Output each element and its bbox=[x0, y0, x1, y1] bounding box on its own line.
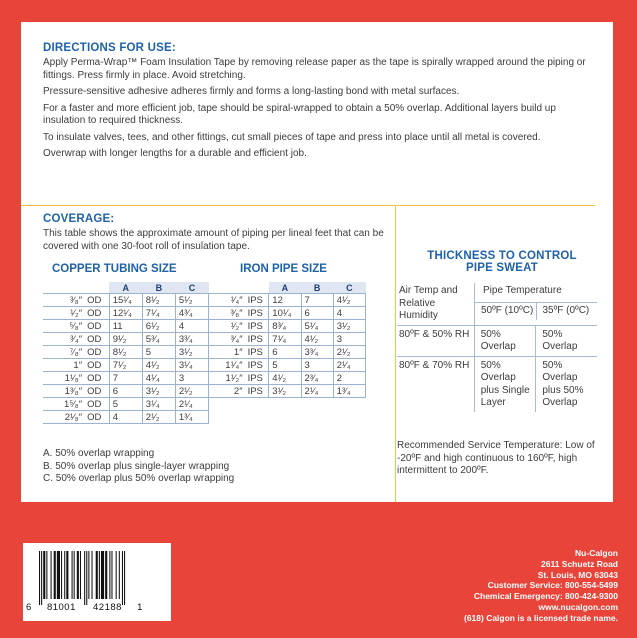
size-cell: 1″ bbox=[209, 346, 245, 359]
unit-cell: OD bbox=[84, 372, 109, 385]
barcode-bar bbox=[124, 551, 125, 605]
value-cell: 3¹⁄₂ bbox=[175, 346, 208, 359]
barcode-bar bbox=[84, 551, 85, 605]
barcode bbox=[23, 543, 171, 621]
barcode-bar bbox=[101, 551, 104, 599]
directions-heading: DIRECTIONS FOR USE: bbox=[43, 42, 176, 54]
size-cell: ³⁄₄″ bbox=[43, 333, 84, 346]
table-row bbox=[43, 398, 209, 411]
value-cell: 3¹⁄₂ bbox=[269, 385, 301, 398]
barcode-group: 42188 bbox=[93, 602, 122, 613]
value-cell: 3 bbox=[333, 333, 365, 346]
value-cell: 10¹⁄₄ bbox=[269, 307, 301, 320]
value-cell: 4³⁄₄ bbox=[175, 307, 208, 320]
value-cell: 7¹⁄₄ bbox=[269, 333, 301, 346]
size-cell: 1¹⁄₂″ bbox=[209, 372, 245, 385]
barcode-group: 81001 bbox=[46, 602, 76, 613]
value-cell: 2³⁄₄ bbox=[301, 372, 333, 385]
pipe-temp-subheaders bbox=[475, 303, 597, 321]
value-cell: 6 bbox=[301, 307, 333, 320]
column-header-blank bbox=[209, 282, 269, 294]
value-cell: 7¹⁄₂ bbox=[109, 359, 142, 372]
iron-table-title: IRON PIPE SIZE bbox=[240, 263, 327, 275]
table-row bbox=[43, 307, 209, 320]
copper-table bbox=[43, 282, 209, 424]
temp-50-header: 50ºF (10ºC) bbox=[481, 304, 534, 316]
column-header: B bbox=[301, 282, 333, 294]
table-row bbox=[43, 359, 209, 372]
barcode-bar bbox=[122, 551, 123, 605]
barcode-bar bbox=[92, 551, 93, 599]
unit-cell: OD bbox=[84, 333, 109, 346]
thickness-title bbox=[413, 250, 591, 274]
thickness-title-line: PIPE SWEAT bbox=[465, 262, 539, 274]
size-cell: ¹⁄₂″ bbox=[209, 320, 245, 333]
value-cell: 1³⁄₄ bbox=[175, 411, 208, 424]
table-row bbox=[43, 411, 209, 424]
barcode-bar bbox=[96, 551, 98, 599]
barcode-bar bbox=[51, 551, 52, 599]
value-cell: 2¹⁄₄ bbox=[175, 398, 208, 411]
barcode-bars bbox=[37, 551, 159, 605]
iron-table bbox=[209, 282, 366, 398]
column-header: C bbox=[175, 282, 208, 294]
unit-cell: OD bbox=[84, 307, 109, 320]
value-cell: 4 bbox=[333, 307, 365, 320]
table-row bbox=[43, 294, 209, 307]
table-row bbox=[209, 346, 366, 359]
table-row bbox=[43, 346, 209, 359]
size-cell: 1¹⁄₈″ bbox=[43, 372, 84, 385]
value-cell: 50% Overlap plus 50% Overlap bbox=[535, 357, 597, 412]
address-line: St. Louis, MO 63043 bbox=[537, 569, 618, 580]
size-cell: 2¹⁄₈″ bbox=[43, 411, 84, 424]
table-row bbox=[209, 372, 366, 385]
value-cell: 2¹⁄₂ bbox=[142, 411, 175, 424]
value-cell: 15¹⁄₄ bbox=[109, 294, 142, 307]
unit-cell: IPS bbox=[245, 346, 269, 359]
table-row bbox=[209, 320, 366, 333]
value-cell: 6¹⁄₂ bbox=[142, 320, 175, 333]
value-cell: 12 bbox=[269, 294, 301, 307]
value-cell: 7 bbox=[109, 372, 142, 385]
barcode-bar bbox=[88, 551, 89, 599]
size-cell: ⁵⁄₈″ bbox=[43, 320, 84, 333]
directions-paragraph: Pressure-sensitive adhesive adheres firmly and forms a long-lasting bond with metal surfaces. bbox=[43, 86, 460, 97]
value-cell: 6 bbox=[269, 346, 301, 359]
barcode-bar bbox=[43, 551, 45, 599]
value-cell: 8¹⁄₂ bbox=[109, 346, 142, 359]
value-cell: 2¹⁄₄ bbox=[301, 385, 333, 398]
unit-cell: IPS bbox=[245, 385, 269, 398]
table-row bbox=[209, 307, 366, 320]
company-address bbox=[464, 548, 618, 624]
table-row bbox=[209, 294, 366, 307]
unit-cell: OD bbox=[84, 320, 109, 333]
thickness-header-row bbox=[397, 283, 597, 326]
barcode-digit-left: 6 bbox=[26, 602, 32, 613]
barcode-bar bbox=[41, 551, 42, 605]
value-cell: 3³⁄₄ bbox=[301, 346, 333, 359]
unit-cell: OD bbox=[84, 294, 109, 307]
value-cell: 2¹⁄₂ bbox=[333, 346, 365, 359]
barcode-bar bbox=[57, 551, 60, 599]
value-cell: 3 bbox=[301, 359, 333, 372]
barcode-bar bbox=[64, 551, 65, 599]
size-cell: ³⁄₄″ bbox=[209, 333, 245, 346]
table-row bbox=[209, 385, 366, 398]
value-cell: 7¹⁄₄ bbox=[142, 307, 175, 320]
condition-cell: 80ºF & 70% RH bbox=[399, 359, 470, 371]
column-header: A bbox=[109, 282, 142, 294]
service-temperature: Recommended Service Temperature: Low of -20ºF and high continuous to 160ºF, high intermittent to 200ºF. bbox=[397, 440, 595, 476]
copper-table-title: COPPER TUBING SIZE bbox=[52, 263, 177, 275]
unit-cell: IPS bbox=[245, 372, 269, 385]
value-cell: 4 bbox=[175, 320, 208, 333]
value-cell: 9¹⁄₂ bbox=[109, 333, 142, 346]
unit-cell: IPS bbox=[245, 333, 269, 346]
value-cell: 5¹⁄₂ bbox=[175, 294, 208, 307]
unit-cell: IPS bbox=[245, 294, 269, 307]
temp-35-header: 35ºF (0ºC) bbox=[536, 303, 598, 321]
value-cell: 3¹⁄₂ bbox=[142, 385, 175, 398]
size-cell: 2″ bbox=[209, 385, 245, 398]
unit-cell: IPS bbox=[245, 359, 269, 372]
barcode-bar bbox=[105, 551, 107, 599]
barcode-digits bbox=[26, 602, 171, 613]
directions-paragraph: To insulate valves, tees, and other fittings, cut small pieces of tape and press into place until all metal is covered. bbox=[43, 131, 541, 143]
table-row bbox=[209, 359, 366, 372]
column-header: C bbox=[333, 282, 365, 294]
size-cell: ⁷⁄₈″ bbox=[43, 346, 84, 359]
value-cell: 2 bbox=[333, 372, 365, 385]
unit-cell: OD bbox=[84, 385, 109, 398]
coverage-text: This table shows the approximate amount of piping per lineal feet that can be covered with one 30-foot roll of insulation tape. bbox=[43, 228, 384, 252]
address-line: Customer Service: 800-554-5499 bbox=[487, 580, 618, 591]
address-line: www.nucalgon.com bbox=[538, 601, 618, 612]
column-header: B bbox=[142, 282, 175, 294]
barcode-bar bbox=[39, 551, 40, 605]
value-cell: 12¹⁄₄ bbox=[109, 307, 142, 320]
value-cell: 4 bbox=[109, 411, 142, 424]
size-cell: ³⁄₈″ bbox=[43, 294, 84, 307]
table-row bbox=[43, 385, 209, 398]
value-cell: 50% Overlap plus Single Layer bbox=[474, 357, 536, 412]
thickness-title-line: THICKNESS TO CONTROL bbox=[427, 250, 577, 262]
column-divider bbox=[395, 205, 396, 502]
column-header-blank bbox=[43, 282, 109, 294]
size-cell: 1″ bbox=[43, 359, 84, 372]
unit-cell: IPS bbox=[245, 307, 269, 320]
unit-cell: OD bbox=[84, 411, 109, 424]
legend-item: B. 50% overlap plus single-layer wrapping bbox=[43, 460, 230, 472]
unit-cell: OD bbox=[84, 346, 109, 359]
value-cell: 3³⁄₄ bbox=[175, 333, 208, 346]
value-cell: 4¹⁄₂ bbox=[301, 333, 333, 346]
value-cell: 3¹⁄₄ bbox=[142, 398, 175, 411]
unit-cell: IPS bbox=[245, 320, 269, 333]
table-row bbox=[209, 333, 366, 346]
value-cell: 4¹⁄₂ bbox=[269, 372, 301, 385]
table-row bbox=[43, 372, 209, 385]
size-cell: ¹⁄₂″ bbox=[43, 307, 84, 320]
address-line: Chemical Emergency: 800-424-9300 bbox=[473, 591, 618, 602]
directions-paragraph: Overwrap with longer lengths for a durable and efficient job. bbox=[43, 148, 307, 159]
barcode-bar bbox=[119, 551, 120, 599]
value-cell: 8³⁄₄ bbox=[269, 320, 301, 333]
barcode-bar bbox=[116, 551, 117, 599]
barcode-bar bbox=[46, 551, 47, 599]
value-cell: 2¹⁄₂ bbox=[175, 385, 208, 398]
value-cell: 5 bbox=[269, 359, 301, 372]
unit-cell: OD bbox=[84, 359, 109, 372]
value-cell: 3¹⁄₄ bbox=[175, 359, 208, 372]
coverage-section bbox=[43, 213, 388, 253]
barcode-bar bbox=[54, 551, 56, 599]
value-cell: 5 bbox=[142, 346, 175, 359]
barcode-bar bbox=[61, 551, 62, 599]
barcode-bar bbox=[111, 551, 112, 599]
barcode-digit-right: 1 bbox=[137, 602, 143, 613]
size-cell: ³⁄₈″ bbox=[209, 307, 245, 320]
value-cell: 4¹⁄₄ bbox=[142, 372, 175, 385]
condition-cell: 80ºF & 50% RH bbox=[399, 328, 470, 340]
air-temp-header: Air Temp and Relative Humidity bbox=[399, 285, 458, 321]
value-cell: 7 bbox=[301, 294, 333, 307]
value-cell: 5³⁄₄ bbox=[142, 333, 175, 346]
size-cell: 1⁵⁄₈″ bbox=[43, 398, 84, 411]
value-cell: 50% Overlap bbox=[474, 326, 536, 356]
directions-paragraph: Apply Perma-Wrap™ Foam Insulation Tape by removing release paper as the tape is spirally wrapped around the piping or fittings. Press firmly in place. Avoid stretching. bbox=[43, 57, 586, 81]
value-cell: 3¹⁄₂ bbox=[333, 320, 365, 333]
size-cell: ¹⁄₄″ bbox=[209, 294, 245, 307]
thickness-row bbox=[397, 357, 597, 412]
value-cell: 5¹⁄₄ bbox=[301, 320, 333, 333]
table-row bbox=[43, 333, 209, 346]
legend-item: C. 50% overlap plus 50% overlap wrapping bbox=[43, 473, 235, 484]
barcode-bar bbox=[77, 551, 79, 599]
value-cell: 4¹⁄₂ bbox=[333, 294, 365, 307]
value-cell: 2¹⁄₄ bbox=[333, 359, 365, 372]
value-cell: 3 bbox=[175, 372, 208, 385]
value-cell: 50% Overlap bbox=[535, 326, 597, 356]
legend-item: A. 50% overlap wrapping bbox=[43, 448, 155, 459]
address-line: Nu-Calgon bbox=[575, 548, 618, 558]
pipe-temp-group bbox=[474, 283, 597, 325]
value-cell: 1³⁄₄ bbox=[333, 385, 365, 398]
legend bbox=[43, 448, 234, 486]
directions-section bbox=[43, 42, 598, 161]
barcode-bar bbox=[86, 551, 87, 605]
barcode-bar bbox=[66, 551, 68, 599]
directions-paragraph: For a faster and more efficient job, tape should be spiral-wrapped to obtain a 50% overlap. Additional layers build up insulation to required thickness. bbox=[43, 102, 556, 126]
thickness-row bbox=[397, 326, 597, 357]
address-line: 2611 Schuetz Road bbox=[540, 558, 618, 569]
value-cell: 6 bbox=[109, 385, 142, 398]
table-row bbox=[43, 320, 209, 333]
label-panel bbox=[21, 22, 613, 502]
barcode-bar bbox=[74, 551, 75, 599]
barcode-bar bbox=[72, 551, 73, 599]
barcode-bar bbox=[99, 551, 100, 599]
thickness-table bbox=[397, 283, 597, 412]
value-cell: 5 bbox=[109, 398, 142, 411]
value-cell: 4¹⁄₂ bbox=[142, 359, 175, 372]
address-line: (618) Calgon is a licensed trade name. bbox=[463, 612, 618, 623]
pipe-temp-header: Pipe Temperature bbox=[475, 283, 597, 303]
value-cell: 11 bbox=[109, 320, 142, 333]
value-cell: 8¹⁄₂ bbox=[142, 294, 175, 307]
section-divider bbox=[21, 205, 595, 206]
barcode-bar bbox=[80, 551, 81, 599]
coverage-heading: COVERAGE: bbox=[43, 213, 115, 225]
column-header: A bbox=[269, 282, 301, 294]
barcode-bar bbox=[109, 551, 110, 599]
size-cell: 1¹⁄₄″ bbox=[209, 359, 245, 372]
size-cell: 1³⁄₈″ bbox=[43, 385, 84, 398]
unit-cell: OD bbox=[84, 398, 109, 411]
